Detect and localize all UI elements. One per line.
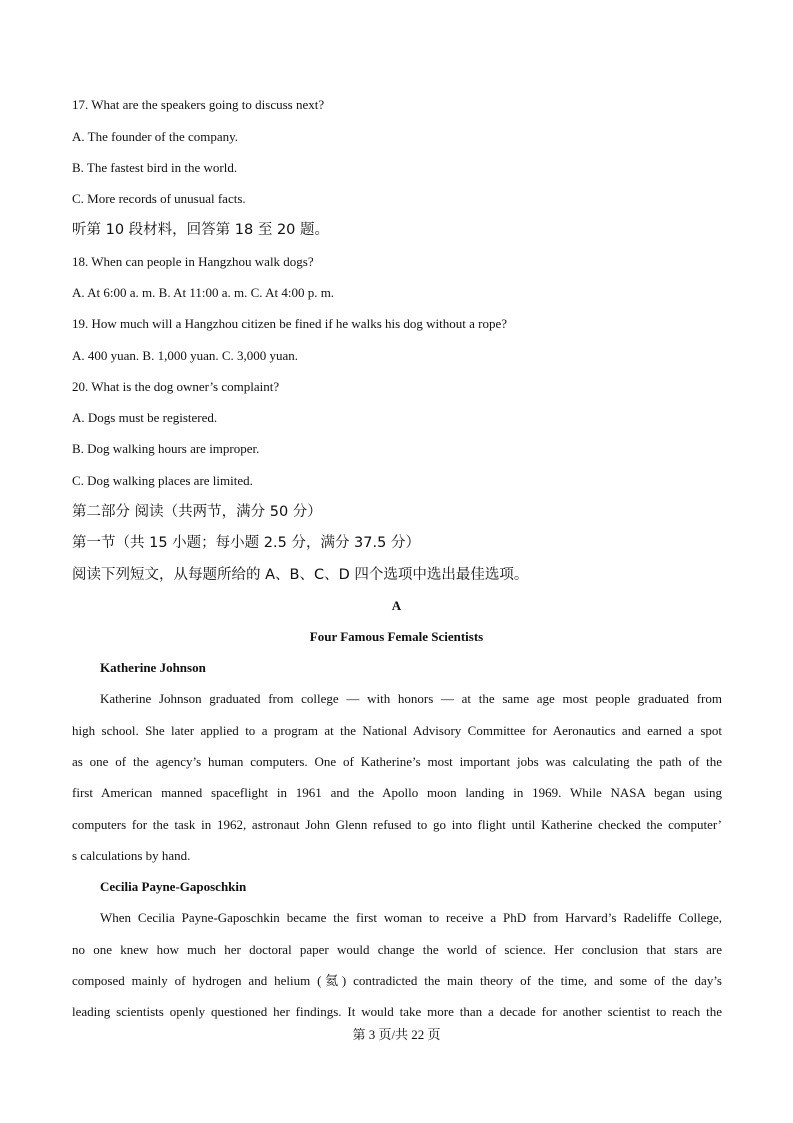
- paragraph-line: composed mainly of hydrogen and helium (氦) contradicted the main theory of the time, and some of the day’s: [72, 973, 722, 988]
- question-18: 18. When can people in Hangzhou walk dogs?: [72, 254, 314, 269]
- paragraph-line: as one of the agency’s human computers. One of Katherine’s most important jobs was calculating the path of the: [72, 754, 722, 769]
- passage-title: Four Famous Female Scientists: [309, 629, 484, 644]
- question-17: 17. What are the speakers going to discuss next?: [72, 97, 325, 112]
- q20-option-a: A. Dogs must be registered.: [72, 410, 218, 425]
- paragraph-line: high school. She later applied to a program at the National Advisory Committee for Aeronautics and earned a spot: [72, 723, 722, 738]
- scientist-1-name: Katherine Johnson: [100, 660, 206, 675]
- q17-option-b: B. The fastest bird in the world.: [72, 160, 238, 175]
- paragraph-line: first American manned spaceflight in 1961 and the Apollo moon landing in 1969. While NASA began using: [72, 785, 722, 800]
- section-one-title: 第一节（共 15 小题；每小题 2.5 分，满分 37.5 分）: [72, 535, 420, 551]
- q20-option-b: B. Dog walking hours are improper.: [72, 441, 260, 456]
- paragraph-line: Katherine Johnson graduated from college — with honors — at the same age most people graduated from: [100, 691, 722, 706]
- q17-option-a: A. The founder of the company.: [72, 129, 239, 144]
- q20-option-c: C. Dog walking places are limited.: [72, 473, 253, 488]
- q19-options: A. 400 yuan. B. 1,000 yuan. C. 3,000 yuan.: [72, 348, 299, 363]
- scientist-2-name: Cecilia Payne-Gaposchkin: [100, 879, 247, 894]
- question-20: 20. What is the dog owner’s complaint?: [72, 379, 280, 394]
- part-two-title: 第二部分 阅读（共两节，满分 50 分）: [72, 504, 322, 520]
- question-19: 19. How much will a Hangzhou citizen be fined if he walks his dog without a rope?: [72, 316, 508, 331]
- paragraph-line: no one knew how much her doctoral paper would change the world of science. Her conclusion that stars are: [72, 942, 722, 957]
- q18-options: A. At 6:00 a. m. B. At 11:00 a. m. C. At 4:00 p. m.: [72, 285, 335, 300]
- paragraph-line: leading scientists openly questioned her findings. It would take more than a decade for another scientist to reach the: [72, 1004, 722, 1019]
- paragraph-line: s calculations by hand.: [72, 848, 191, 863]
- passage-label: A: [391, 598, 402, 613]
- q17-option-c: C. More records of unusual facts.: [72, 191, 246, 206]
- reading-instruction: 阅读下列短文，从每题所给的 A、B、C、D 四个选项中选出最佳选项。: [72, 567, 529, 583]
- paragraph-line: When Cecilia Payne-Gaposchkin became the first woman to receive a PhD from Harvard’s Radeliffe College,: [100, 910, 722, 925]
- page-number: 第 3 页/共 22 页: [352, 1027, 441, 1042]
- section-10-heading: 听第 10 段材料，回答第 18 至 20 题。: [72, 222, 330, 238]
- paragraph-line: computers for the task in 1962, astronaut John Glenn refused to go into flight until Katherine checked the computer’: [72, 817, 722, 832]
